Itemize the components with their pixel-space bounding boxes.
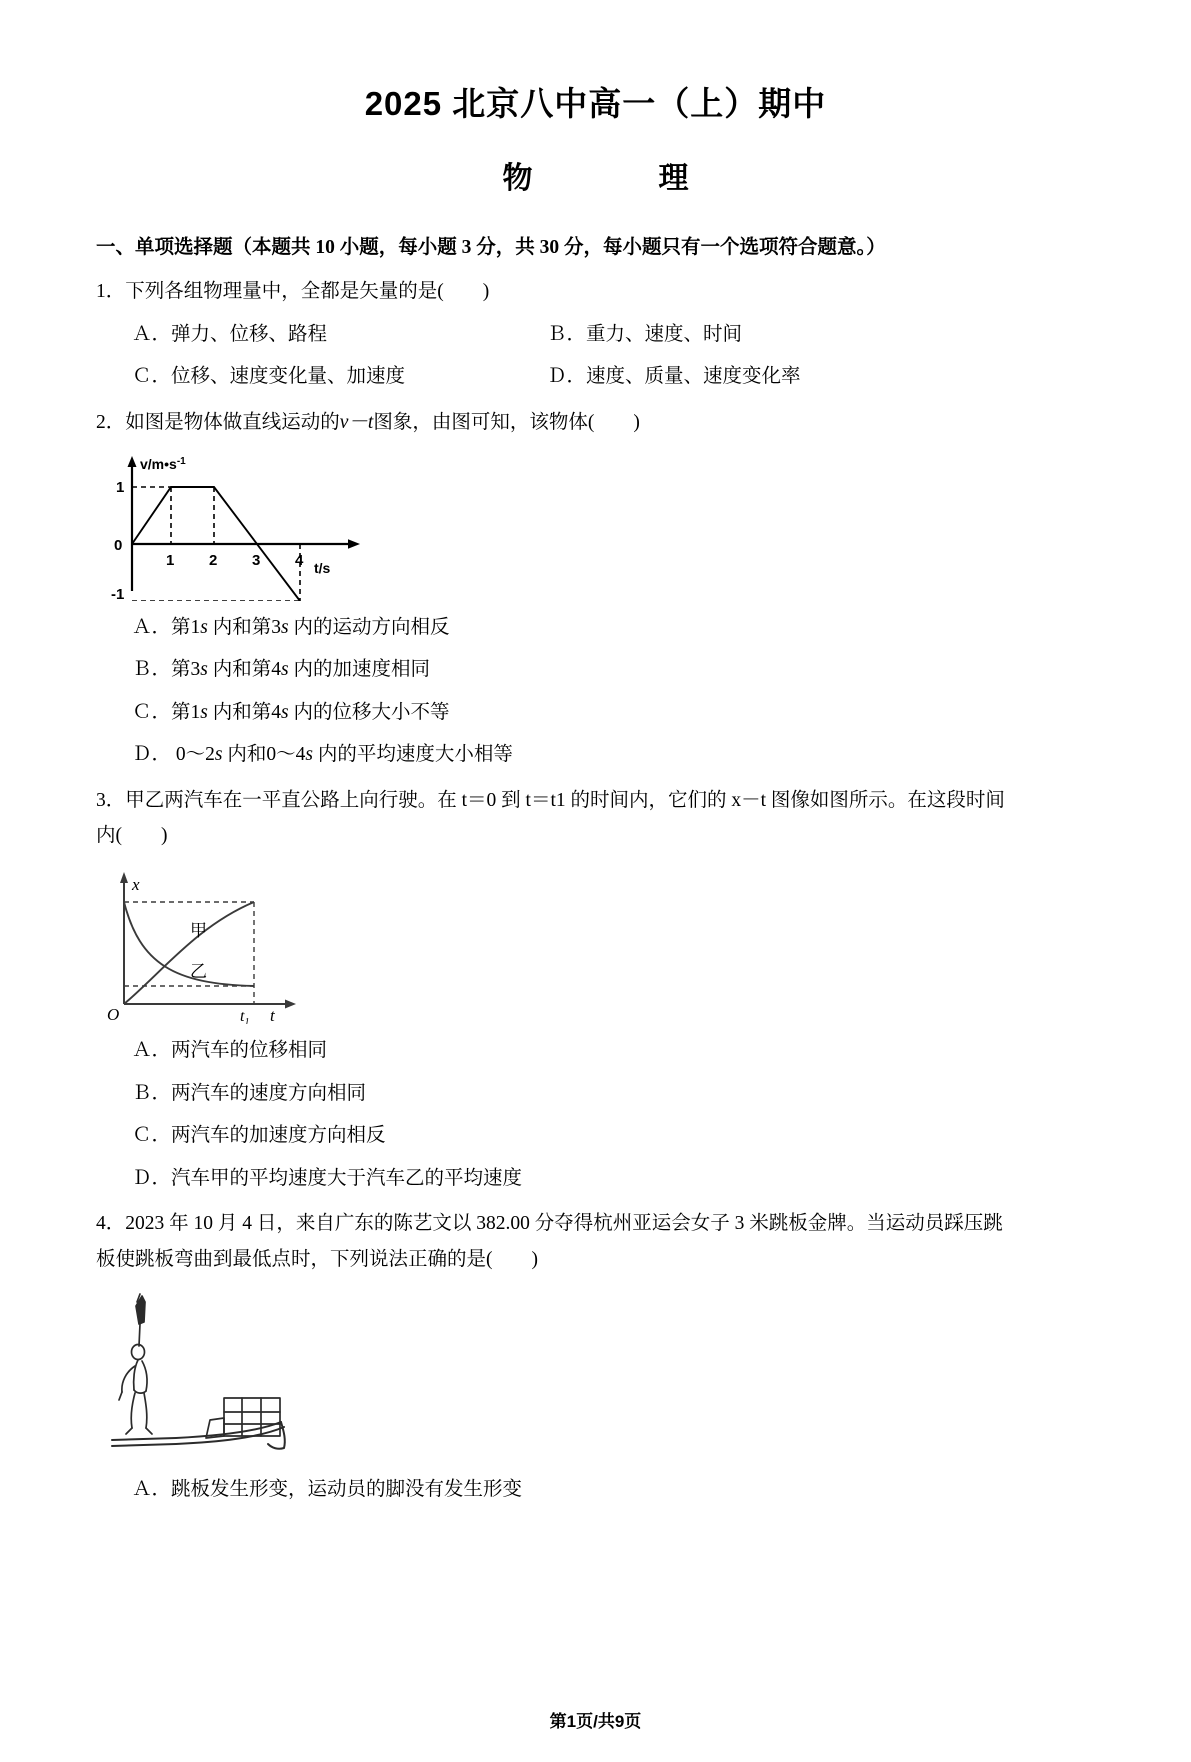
question-2-options xyxy=(96,612,1095,771)
question-1-stem xyxy=(96,276,1095,308)
xt-xtick-t1: $t_1$ xyxy=(240,1008,250,1025)
opt-d-p1: s xyxy=(214,744,223,766)
question-1-option-a[interactable]: Ａ．弹力、位移、路程 xyxy=(132,323,328,345)
question-1-option-d[interactable]: Ｄ．速度、质量、速度变化率 xyxy=(547,366,801,388)
opt-b-p1: s xyxy=(200,659,208,681)
opt-d-p2: 内和0～4 xyxy=(222,744,306,766)
opt-a-p2: 内和第3 xyxy=(207,616,282,638)
diver-arm-upper xyxy=(139,1324,140,1346)
question-4-option-a[interactable]: Ａ．跳板发生形变，运动员的脚没有发生形变 xyxy=(132,1478,523,1500)
vt-x-arrow xyxy=(348,539,360,548)
question-2-text-pre: 如图是物体做直线运动的 xyxy=(125,411,340,433)
question-2-option-b[interactable] xyxy=(96,654,1095,686)
xt-graph-figure xyxy=(102,864,1095,1024)
question-1-text: 下列各组物理量中，全都是矢量的是( ) xyxy=(125,281,490,303)
question-4-text-1: 2023 年 10 月 4 日，来自广东的陈艺文以 382.00 分夺得杭州亚运会女子 3 米跳板金牌。当运动员踩压跳 xyxy=(125,1213,1003,1235)
opt-a-p3: s xyxy=(281,616,289,638)
vt-y-arrow xyxy=(128,456,137,467)
question-4-text-2: 板使跳板弯曲到最低点时，下列说法正确的是( ) xyxy=(96,1248,538,1270)
diver-figure xyxy=(106,1288,1095,1463)
question-3-option-a[interactable]: Ａ．两汽车的位移相同 xyxy=(132,1040,328,1062)
opt-c-p2: 内和第4 xyxy=(207,701,282,723)
question-2-option-a[interactable] xyxy=(96,612,1095,644)
question-3-number: 3． xyxy=(96,789,126,811)
page-footer: 第1页/共9页 xyxy=(549,1712,642,1731)
question-3-stem-line1 xyxy=(96,785,1095,817)
question-2-text-post: 图象，由图可知，该物体( ) xyxy=(373,411,640,433)
section-heading: 一、单项选择题（本题共 10 小题，每小题 3 分，共 30 分，每小题只有一个选项符合题意。） xyxy=(96,237,886,258)
question-2-option-c[interactable] xyxy=(96,697,1095,729)
xt-x-arrow xyxy=(285,1000,296,1009)
diver-torso-right xyxy=(142,1361,147,1391)
vt-xtick-4: 4 xyxy=(295,551,304,569)
diver-hand-lower xyxy=(119,1392,122,1400)
question-3-options xyxy=(96,1035,1095,1194)
opt-c-p0: 第1 xyxy=(171,701,201,723)
question-2-number: 2． xyxy=(96,411,126,433)
opt-c-label: Ｃ． xyxy=(132,701,172,723)
diver-figure-svg xyxy=(106,1288,336,1463)
opt-d-p4: 内的平均速度大小相等 xyxy=(312,744,513,766)
question-4-stem-line1 xyxy=(96,1208,1095,1240)
subject-title: 物 理 xyxy=(502,162,711,195)
question-3-text-1: 甲乙两汽车在一平直公路上向行驶。在 t＝0 到 t＝t1 的时间内，它们的 x－t 图像如图所示。在这段时间 xyxy=(125,789,1005,811)
diver-head xyxy=(132,1344,145,1359)
opt-d-label: Ｄ． xyxy=(132,744,172,766)
opt-d-p3: s xyxy=(305,744,313,766)
question-3-text-2: 内( ) xyxy=(96,825,168,847)
question-3-option-b[interactable]: Ｂ．两汽车的速度方向相同 xyxy=(132,1082,367,1104)
question-1-option-b[interactable]: Ｂ．重力、速度、时间 xyxy=(547,323,743,345)
diver-leg-left xyxy=(131,1393,135,1428)
question-1-option-c[interactable]: Ｃ．位移、速度变化量、加速度 xyxy=(132,366,406,388)
diver-leg-right xyxy=(144,1393,147,1428)
question-1-option-row-2 xyxy=(96,361,1095,393)
opt-c-p4: 内的位移大小不等 xyxy=(288,701,450,723)
xt-origin-label: O xyxy=(107,1005,120,1025)
exam-page xyxy=(0,78,1191,1762)
page-title: 2025 北京八中高一（上）期中 xyxy=(364,85,827,122)
xt-curve-jia xyxy=(124,902,254,1004)
xt-y-axis-label: x xyxy=(132,875,140,895)
question-2-stem xyxy=(96,407,1095,439)
xt-label-jia: 甲 xyxy=(190,921,207,941)
vt-xtick-3: 3 xyxy=(252,551,261,569)
question-2-math: v－t xyxy=(339,411,374,433)
xt-x-axis-label: t xyxy=(270,1006,275,1025)
opt-b-p4: 内的加速度相同 xyxy=(288,659,430,681)
opt-b-p2: 内和第4 xyxy=(207,659,282,681)
xt-label-yi: 乙 xyxy=(190,962,207,982)
vt-xtick-1: 1 xyxy=(166,551,175,569)
vt-x-axis-label: t/s xyxy=(314,559,331,576)
vt-ytick-neg1: -1 xyxy=(111,585,125,601)
opt-a-label: Ａ． xyxy=(132,616,172,638)
diver-foot-right xyxy=(146,1428,152,1434)
vt-ytick-0: 0 xyxy=(114,536,123,554)
question-3-stem-line2 xyxy=(96,820,1095,852)
question-3-option-c[interactable]: Ｃ．两汽车的加速度方向相反 xyxy=(132,1125,386,1147)
question-1-number: 1． xyxy=(96,281,126,303)
opt-d-p0: 0～2 xyxy=(175,744,215,766)
question-1-options xyxy=(96,319,1095,393)
opt-a-p0: 第1 xyxy=(171,616,201,638)
opt-c-p3: s xyxy=(281,701,289,723)
xt-y-arrow xyxy=(120,872,128,883)
vt-xtick-2: 2 xyxy=(209,551,218,569)
vt-ytick-1: 1 xyxy=(116,478,125,496)
question-1-option-row-1 xyxy=(96,319,1095,351)
question-2-option-d[interactable] xyxy=(96,739,1095,771)
opt-c-p1: s xyxy=(200,701,208,723)
opt-a-p1: s xyxy=(200,616,208,638)
question-4-stem-line2 xyxy=(96,1244,1095,1276)
question-4-options xyxy=(96,1474,1095,1506)
vt-y-axis-label: $v/m•s^{-1}$ xyxy=(140,455,186,472)
vt-graph-figure xyxy=(106,451,1095,601)
opt-b-label: Ｂ． xyxy=(132,659,172,681)
xt-graph-svg xyxy=(102,864,317,1024)
diver-foot-left xyxy=(126,1428,132,1434)
vt-graph-svg xyxy=(106,451,376,601)
opt-b-p3: s xyxy=(281,659,289,681)
question-3-option-d[interactable]: Ｄ．汽车甲的平均速度大于汽车乙的平均速度 xyxy=(132,1167,523,1189)
diver-torso-left xyxy=(134,1360,138,1390)
opt-a-p4: 内的运动方向相反 xyxy=(288,616,450,638)
opt-b-p0: 第3 xyxy=(171,659,201,681)
question-4-number: 4． xyxy=(96,1213,126,1235)
